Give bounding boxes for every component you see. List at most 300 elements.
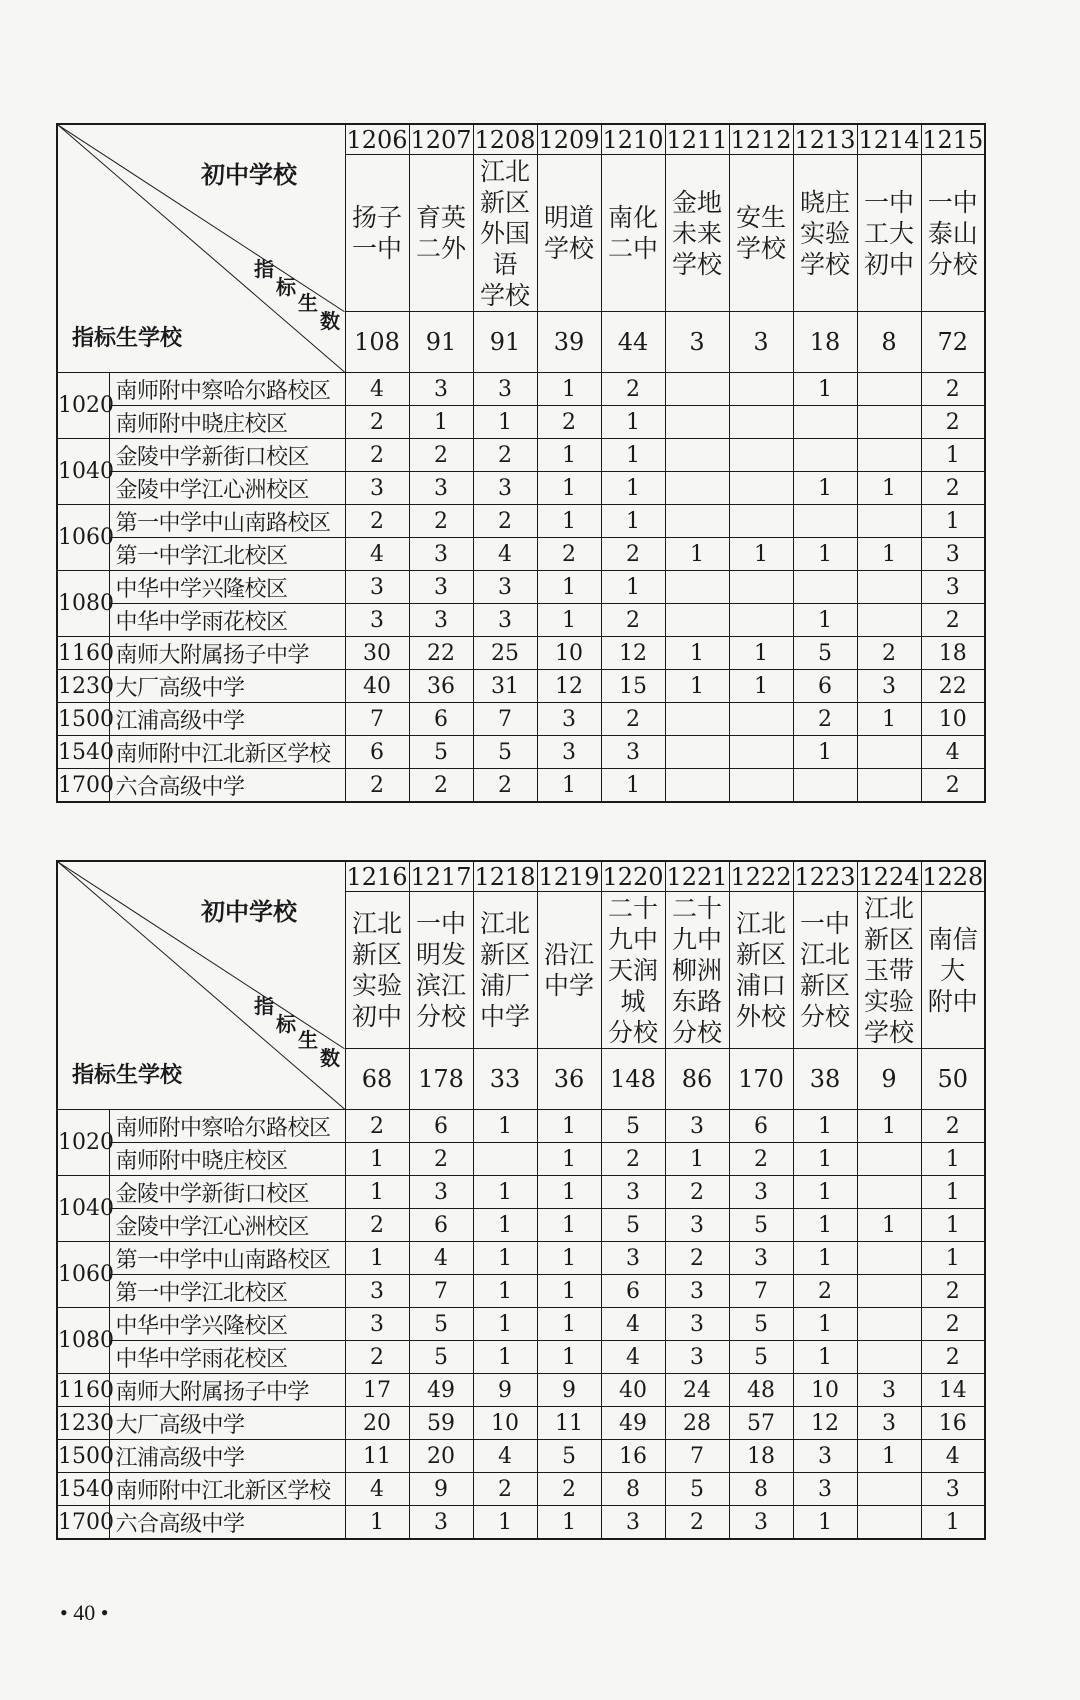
quota-cell: 1 — [793, 1341, 857, 1374]
quota-cell — [857, 439, 921, 472]
table-row — [57, 1176, 985, 1209]
quota-cell: 2 — [537, 1473, 601, 1506]
name-line: 附中 — [927, 986, 978, 1016]
table-row — [57, 373, 985, 406]
school-code: 1207 — [410, 125, 472, 154]
school-code: 1215 — [922, 125, 984, 154]
quota-cell: 2 — [921, 373, 985, 406]
quota-cell: 3 — [345, 604, 409, 637]
name-line: 江北 — [351, 909, 402, 938]
quota-cell: 3 — [537, 736, 601, 769]
quota-cell: 1 — [921, 1143, 985, 1176]
quota-total: 91 — [473, 312, 537, 373]
quota-cell: 6 — [345, 736, 409, 769]
quota-cell: 3 — [601, 1242, 665, 1275]
quota-cell: 2 — [537, 538, 601, 571]
junior-school-name — [473, 155, 537, 312]
junior-school-name — [601, 892, 665, 1049]
quota-cell: 1 — [537, 1506, 601, 1540]
quota-cell: 2 — [345, 1209, 409, 1242]
quota-cell — [857, 769, 921, 803]
name-line: 实验 — [863, 986, 914, 1016]
quota-cell: 2 — [793, 703, 857, 736]
quota-cell: 2 — [921, 769, 985, 803]
quota-cell: 5 — [537, 1440, 601, 1473]
junior-school-name — [921, 155, 985, 312]
name-line: 江北 — [863, 893, 914, 923]
quota-cell: 9 — [409, 1473, 473, 1506]
school-code: 1218 — [474, 862, 536, 891]
quota-cell: 5 — [793, 637, 857, 670]
quota-cell — [857, 736, 921, 769]
table-row — [57, 1110, 985, 1143]
quota-cell: 6 — [409, 703, 473, 736]
name-line: 安生 — [735, 203, 786, 232]
quota-cell: 1 — [537, 1308, 601, 1341]
quota-cell: 12 — [793, 1407, 857, 1440]
quota-cell: 5 — [665, 1473, 729, 1506]
junior-school-name — [665, 155, 729, 312]
junior-school-name — [665, 892, 729, 1049]
high-school-name: 金陵中学新街口校区 — [109, 1176, 345, 1209]
name-line: 新区 — [351, 940, 402, 969]
name-line: 学校 — [671, 249, 722, 279]
quota-cell: 3 — [857, 1407, 921, 1440]
quota-cell: 2 — [921, 1110, 985, 1143]
quota-char: 生 — [298, 291, 318, 315]
quota-cell: 22 — [921, 670, 985, 703]
quota-cell: 3 — [665, 1341, 729, 1374]
quota-cell: 1 — [857, 472, 921, 505]
quota-cell — [793, 505, 857, 538]
table-row — [57, 1275, 985, 1308]
high-school-name: 南师附中察哈尔路校区 — [109, 373, 345, 406]
group-code: 1160 — [57, 637, 109, 670]
high-school-name: 中华中学兴隆校区 — [109, 571, 345, 604]
quota-cell: 3 — [409, 571, 473, 604]
quota-cell: 3 — [921, 538, 985, 571]
group-code: 1020 — [57, 373, 109, 439]
quota-cell — [857, 604, 921, 637]
junior-school-label: 初中学校 — [201, 161, 297, 189]
quota-total: 18 — [793, 312, 857, 373]
quota-cell: 40 — [345, 670, 409, 703]
high-school-name: 南师附中察哈尔路校区 — [109, 1110, 345, 1143]
school-code: 1221 — [666, 862, 728, 891]
quota-cell: 4 — [473, 538, 537, 571]
quota-cell: 49 — [409, 1374, 473, 1407]
quota-cell: 2 — [345, 439, 409, 472]
quota-cell: 5 — [409, 1341, 473, 1374]
quota-cell: 49 — [601, 1407, 665, 1440]
quota-cell — [665, 406, 729, 439]
quota-cell: 1 — [921, 505, 985, 538]
high-school-name: 第一中学江北校区 — [109, 1275, 345, 1308]
name-line: 二十 — [607, 893, 658, 923]
quota-cell: 16 — [601, 1440, 665, 1473]
quota-cell: 3 — [793, 1473, 857, 1506]
school-code: 1220 — [602, 862, 664, 891]
quota-cell: 5 — [729, 1341, 793, 1374]
table-row — [57, 736, 985, 769]
quota-cell: 1 — [793, 373, 857, 406]
table-row — [57, 1374, 985, 1407]
quota-cell: 1 — [473, 1209, 537, 1242]
quota-cell — [857, 1275, 921, 1308]
high-school-name: 南师附中晓庄校区 — [109, 406, 345, 439]
table-row — [57, 637, 985, 670]
quota-cell: 1 — [793, 538, 857, 571]
quota-cell: 12 — [601, 637, 665, 670]
quota-cell: 2 — [409, 1143, 473, 1176]
quota-cell: 3 — [345, 1308, 409, 1341]
quota-cell — [857, 571, 921, 604]
quota-cell: 16 — [921, 1407, 985, 1440]
table-row — [57, 472, 985, 505]
group-code: 1540 — [57, 1473, 109, 1506]
quota-cell: 1 — [537, 472, 601, 505]
high-school-name: 六合高级中学 — [109, 769, 345, 803]
group-code: 1080 — [57, 571, 109, 637]
name-line: 新区 — [479, 940, 530, 969]
quota-cell — [857, 505, 921, 538]
name-line: 浦厂 — [479, 971, 530, 1000]
high-school-name: 第一中学中山南路校区 — [109, 505, 345, 538]
quota-cell: 1 — [473, 1242, 537, 1275]
quota-cell: 1 — [473, 1275, 537, 1308]
name-line: 新区 — [863, 924, 914, 954]
quota-cell: 4 — [473, 1440, 537, 1473]
quota-total: 3 — [729, 312, 793, 373]
quota-cell: 1 — [601, 406, 665, 439]
name-line: 二外 — [415, 234, 466, 263]
quota-cell — [729, 373, 793, 406]
quota-cell: 5 — [409, 1308, 473, 1341]
quota-cell: 2 — [537, 406, 601, 439]
quota-cell: 1 — [665, 1143, 729, 1176]
school-code: 1217 — [410, 862, 472, 891]
name-line: 分校 — [415, 1002, 466, 1031]
table-row — [57, 670, 985, 703]
quota-cell: 1 — [537, 1209, 601, 1242]
quota-total: 108 — [345, 312, 409, 373]
junior-school-label: 初中学校 — [201, 898, 297, 926]
quota-cell — [665, 604, 729, 637]
school-code: 1219 — [538, 862, 600, 891]
name-line: 二十 — [671, 893, 722, 923]
quota-cell: 5 — [473, 736, 537, 769]
quota-cell — [857, 406, 921, 439]
quota-cell: 7 — [665, 1440, 729, 1473]
name-line: 分校 — [671, 1017, 722, 1047]
quota-char: 生 — [298, 1028, 318, 1052]
quota-cell: 2 — [601, 373, 665, 406]
quota-cell: 1 — [345, 1506, 409, 1540]
quota-total: 39 — [537, 312, 601, 373]
quota-cell: 3 — [409, 538, 473, 571]
page-number: • 40 • — [60, 1600, 109, 1625]
quota-cell: 3 — [729, 1506, 793, 1540]
quota-cell: 3 — [537, 703, 601, 736]
group-code: 1020 — [57, 1110, 109, 1176]
quota-cell: 2 — [601, 1143, 665, 1176]
quota-cell — [793, 406, 857, 439]
quota-cell: 2 — [409, 769, 473, 803]
group-code: 1040 — [57, 1176, 109, 1242]
quota-cell: 1 — [921, 1176, 985, 1209]
quota-cell — [665, 703, 729, 736]
quota-cell: 2 — [729, 1143, 793, 1176]
quota-cell: 8 — [601, 1473, 665, 1506]
quota-cell: 1 — [537, 1143, 601, 1176]
high-school-name: 金陵中学江心洲校区 — [109, 472, 345, 505]
name-line: 南化 — [607, 203, 658, 232]
quota-school-label: 指标生学校 — [72, 326, 183, 351]
quota-cell: 3 — [409, 472, 473, 505]
name-line: 南信 — [927, 924, 978, 954]
quota-cell: 3 — [665, 1275, 729, 1308]
diagonal-header — [57, 861, 345, 1110]
quota-cell: 7 — [729, 1275, 793, 1308]
quota-cell: 1 — [345, 1176, 409, 1209]
high-school-name: 南师附中晓庄校区 — [109, 1143, 345, 1176]
high-school-name: 南师附中江北新区学校 — [109, 1473, 345, 1506]
name-line: 二中 — [607, 234, 658, 263]
quota-cell: 3 — [601, 1176, 665, 1209]
table-row — [57, 505, 985, 538]
quota-total: 3 — [665, 312, 729, 373]
quota-cell: 1 — [793, 604, 857, 637]
quota-cell: 1 — [537, 571, 601, 604]
quota-cell: 2 — [921, 1275, 985, 1308]
junior-school-name — [537, 892, 601, 1049]
quota-cell: 15 — [601, 670, 665, 703]
table-row — [57, 1209, 985, 1242]
quota-cell: 1 — [473, 1341, 537, 1374]
name-line: 新区 — [799, 971, 850, 1000]
name-line: 玉带 — [863, 955, 914, 985]
junior-school-name — [409, 155, 473, 312]
group-code: 1230 — [57, 1407, 109, 1440]
name-line: 九中 — [607, 924, 658, 954]
quota-cell: 2 — [473, 769, 537, 803]
quota-cell: 3 — [921, 571, 985, 604]
quota-cell — [729, 736, 793, 769]
quota-cell — [729, 769, 793, 803]
quota-cell: 1 — [793, 1110, 857, 1143]
quota-char: 指 — [254, 994, 274, 1018]
quota-cell: 6 — [793, 670, 857, 703]
group-code: 1080 — [57, 1308, 109, 1374]
name-line: 天润 — [607, 955, 658, 985]
school-code: 1206 — [346, 125, 408, 154]
quota-cell: 31 — [473, 670, 537, 703]
quota-total: 91 — [409, 312, 473, 373]
quota-cell: 2 — [345, 1341, 409, 1374]
group-code: 1500 — [57, 1440, 109, 1473]
high-school-name: 南师附中江北新区学校 — [109, 736, 345, 769]
table-row — [57, 1407, 985, 1440]
quota-cell — [665, 472, 729, 505]
quota-cell: 2 — [921, 406, 985, 439]
quota-cell: 28 — [665, 1407, 729, 1440]
quota-cell: 1 — [537, 373, 601, 406]
name-line: 学校 — [863, 1017, 914, 1047]
name-line: 城 — [620, 986, 646, 1016]
name-line: 柳洲 — [671, 955, 722, 985]
quota-cell: 1 — [793, 1209, 857, 1242]
quota-cell: 40 — [601, 1374, 665, 1407]
group-code: 1540 — [57, 736, 109, 769]
quota-cell: 1 — [921, 1242, 985, 1275]
quota-cell: 1 — [473, 1308, 537, 1341]
quota-cell: 10 — [473, 1407, 537, 1440]
group-code: 1700 — [57, 769, 109, 803]
quota-cell: 4 — [601, 1341, 665, 1374]
quota-total: 178 — [409, 1049, 473, 1110]
quota-cell: 6 — [729, 1110, 793, 1143]
quota-cell: 2 — [793, 1275, 857, 1308]
quota-cell: 3 — [665, 1209, 729, 1242]
table-row — [57, 703, 985, 736]
quota-cell: 7 — [409, 1275, 473, 1308]
quota-cell: 4 — [345, 538, 409, 571]
quota-cell — [729, 472, 793, 505]
table-row — [57, 1341, 985, 1374]
name-line: 扬子 — [351, 203, 402, 232]
quota-char: 指 — [254, 257, 274, 281]
quota-cell: 1 — [793, 1242, 857, 1275]
high-school-name: 江浦高级中学 — [109, 1440, 345, 1473]
table-row — [57, 439, 985, 472]
quota-cell: 5 — [729, 1308, 793, 1341]
quota-char: 数 — [320, 309, 340, 333]
name-line: 新区 — [479, 187, 530, 217]
quota-total: 33 — [473, 1049, 537, 1110]
quota-cell — [473, 1143, 537, 1176]
name-line: 东路 — [671, 986, 722, 1016]
quota-cell: 1 — [601, 472, 665, 505]
group-code: 1040 — [57, 439, 109, 505]
quota-cell: 1 — [537, 1275, 601, 1308]
quota-school-label: 指标生学校 — [72, 1063, 183, 1088]
name-line: 大 — [940, 955, 966, 985]
quota-cell: 11 — [345, 1440, 409, 1473]
quota-cell: 10 — [793, 1374, 857, 1407]
quota-table-2 — [56, 860, 986, 1540]
table-row — [57, 1143, 985, 1176]
table-row — [57, 769, 985, 803]
quota-cell: 3 — [729, 1242, 793, 1275]
high-school-name: 金陵中学江心洲校区 — [109, 1209, 345, 1242]
name-line: 实验 — [351, 971, 402, 1000]
school-code: 1228 — [922, 862, 984, 891]
table-row — [57, 1473, 985, 1506]
quota-cell: 1 — [729, 538, 793, 571]
table-row — [57, 1242, 985, 1275]
school-code: 1209 — [538, 125, 600, 154]
junior-school-name — [473, 892, 537, 1049]
quota-cell — [857, 1341, 921, 1374]
quota-cell: 1 — [665, 670, 729, 703]
quota-cell: 2 — [473, 439, 537, 472]
quota-cell — [729, 604, 793, 637]
quota-cell: 2 — [601, 703, 665, 736]
junior-school-name — [345, 155, 409, 312]
quota-table-1 — [56, 123, 986, 803]
school-code: 1213 — [794, 125, 856, 154]
name-line: 浦口 — [735, 971, 786, 1000]
name-line: 学校 — [479, 280, 530, 310]
quota-cell: 1 — [601, 439, 665, 472]
quota-total: 68 — [345, 1049, 409, 1110]
quota-cell: 1 — [857, 1110, 921, 1143]
junior-school-name — [857, 155, 921, 312]
quota-cell: 2 — [473, 505, 537, 538]
name-line: 晓庄 — [799, 187, 850, 217]
quota-cell: 7 — [473, 703, 537, 736]
name-line: 初中 — [351, 1002, 402, 1031]
quota-cell: 11 — [537, 1407, 601, 1440]
quota-total: 9 — [857, 1049, 921, 1110]
name-line: 未来 — [671, 218, 722, 248]
name-line: 学校 — [799, 249, 850, 279]
name-line: 一中 — [863, 187, 914, 217]
quota-cell: 4 — [921, 1440, 985, 1473]
name-line: 语 — [492, 249, 518, 279]
table-row — [57, 1440, 985, 1473]
quota-cell: 2 — [665, 1506, 729, 1540]
group-code: 1060 — [57, 505, 109, 571]
quota-char: 数 — [320, 1046, 340, 1070]
quota-cell: 1 — [601, 571, 665, 604]
quota-cell: 1 — [857, 703, 921, 736]
table-row — [57, 1506, 985, 1540]
name-line: 一中 — [415, 909, 466, 938]
quota-cell: 6 — [409, 1110, 473, 1143]
quota-cell: 2 — [601, 538, 665, 571]
quota-cell — [857, 373, 921, 406]
quota-cell: 5 — [601, 1209, 665, 1242]
quota-cell: 9 — [537, 1374, 601, 1407]
quota-char: 标 — [276, 275, 296, 299]
quota-cell: 1 — [921, 1506, 985, 1540]
quota-cell: 24 — [665, 1374, 729, 1407]
quota-cell: 3 — [601, 1506, 665, 1540]
quota-total: 148 — [601, 1049, 665, 1110]
school-code: 1208 — [474, 125, 536, 154]
name-line: 工大 — [863, 218, 914, 248]
quota-cell: 30 — [345, 637, 409, 670]
table-row — [57, 604, 985, 637]
school-code: 1214 — [858, 125, 920, 154]
quota-cell: 1 — [473, 1506, 537, 1540]
quota-cell: 1 — [345, 1143, 409, 1176]
quota-cell — [857, 1308, 921, 1341]
quota-cell: 4 — [345, 373, 409, 406]
quota-cell: 1 — [729, 670, 793, 703]
school-code: 1210 — [602, 125, 664, 154]
quota-cell: 17 — [345, 1374, 409, 1407]
name-line: 外校 — [735, 1002, 786, 1031]
high-school-name: 中华中学雨花校区 — [109, 1341, 345, 1374]
quota-cell: 1 — [537, 1110, 601, 1143]
quota-cell: 2 — [345, 769, 409, 803]
quota-cell — [857, 1143, 921, 1176]
quota-cell: 10 — [921, 703, 985, 736]
quota-cell: 10 — [537, 637, 601, 670]
high-school-name: 第一中学中山南路校区 — [109, 1242, 345, 1275]
